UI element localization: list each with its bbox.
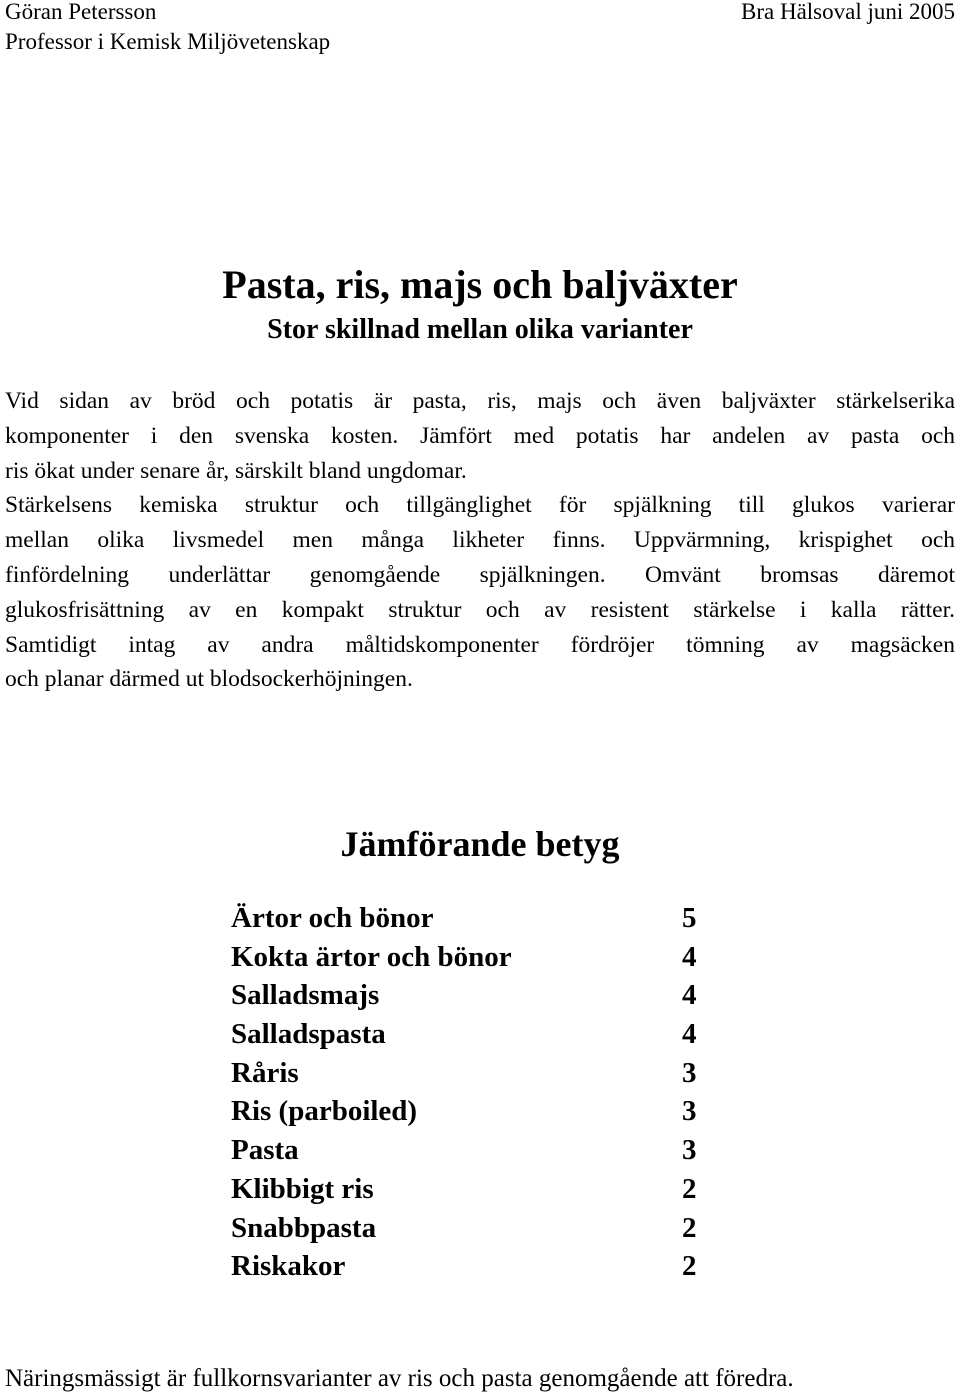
rating-item-score: 5 [682,902,697,934]
rating-row [231,1014,711,1053]
rating-item-name: Riskakor [231,1250,346,1283]
rating-item-score: 4 [682,1018,697,1051]
rating-row [231,1053,711,1092]
rating-row [231,1130,711,1169]
rating-row [231,1246,711,1285]
author-name: Göran Petersson [5,0,157,24]
rating-row [231,975,711,1014]
body-line: mellan olika livsmedel men många likheter finns. Uppvärmning, krispighet och [5,527,955,554]
body-line: finfördelning underlättar genomgående spjälkningen. Omvänt bromsas däremot [5,561,955,588]
ratings-list [231,898,711,1285]
rating-item-score: 2 [682,1172,697,1205]
rating-item-score: 3 [682,1134,697,1167]
rating-item-name: Ärtor och bönor [231,902,434,934]
rating-row [231,898,711,937]
body-line: och planar därmed ut blodsockerhöjningen. [5,666,413,693]
rating-item-score: 2 [682,1211,697,1244]
rating-row [231,1169,711,1208]
body-line: glukosfrisättning av en kompakt struktur och av resistent stärkelse i kalla rätter. [5,596,955,623]
rating-item-name: Ris (parboiled) [231,1095,418,1128]
rating-item-name: Salladsmajs [231,979,380,1012]
article-body [5,384,955,697]
rating-item-score: 2 [682,1250,697,1283]
rating-item-name: Pasta [231,1134,299,1167]
body-line: Stärkelsens kemiska struktur och tillgänglighet för spjälkning till glukos varierar [5,492,955,519]
header-author-block [5,0,330,57]
body-line: Samtidigt intag av andra måltidskomponenter fördröjer tömning av magsäcken [5,631,955,658]
rating-row [231,1091,711,1130]
article-title: Pasta, ris, majs och baljväxter [222,262,738,307]
body-line: ris ökat under senare år, särskilt bland ungdomar. [5,457,467,484]
rating-row [231,1208,711,1247]
article-subtitle: Stor skillnad mellan olika varianter [267,314,693,345]
rating-item-name: Kokta ärtor och bönor [231,940,512,973]
rating-item-name: Salladspasta [231,1018,386,1051]
rating-item-score: 4 [682,940,697,973]
ratings-heading: Jämförande betyg [340,824,620,864]
rating-item-score: 3 [682,1056,697,1089]
author-affiliation: Professor i Kemisk Miljövetenskap [5,29,331,54]
body-line: komponenter i den svenska kosten. Jämfört med potatis har andelen av pasta och [5,422,955,449]
body-line: Vid sidan av bröd och potatis är pasta, ris, majs och även baljväxter stärkelserika [5,388,955,414]
rating-item-name: Snabbpasta [231,1211,377,1244]
rating-item-score: 4 [682,979,697,1012]
rating-item-name: Klibbigt ris [231,1172,374,1205]
rating-row [231,937,711,976]
publication-label: Bra Hälsoval juni 2005 [741,0,955,24]
footer-note: Näringsmässigt är fullkornsvarianter av ris och pasta genomgående att föredra. [5,1365,794,1392]
rating-item-score: 3 [682,1095,697,1128]
rating-item-name: Råris [231,1056,299,1089]
